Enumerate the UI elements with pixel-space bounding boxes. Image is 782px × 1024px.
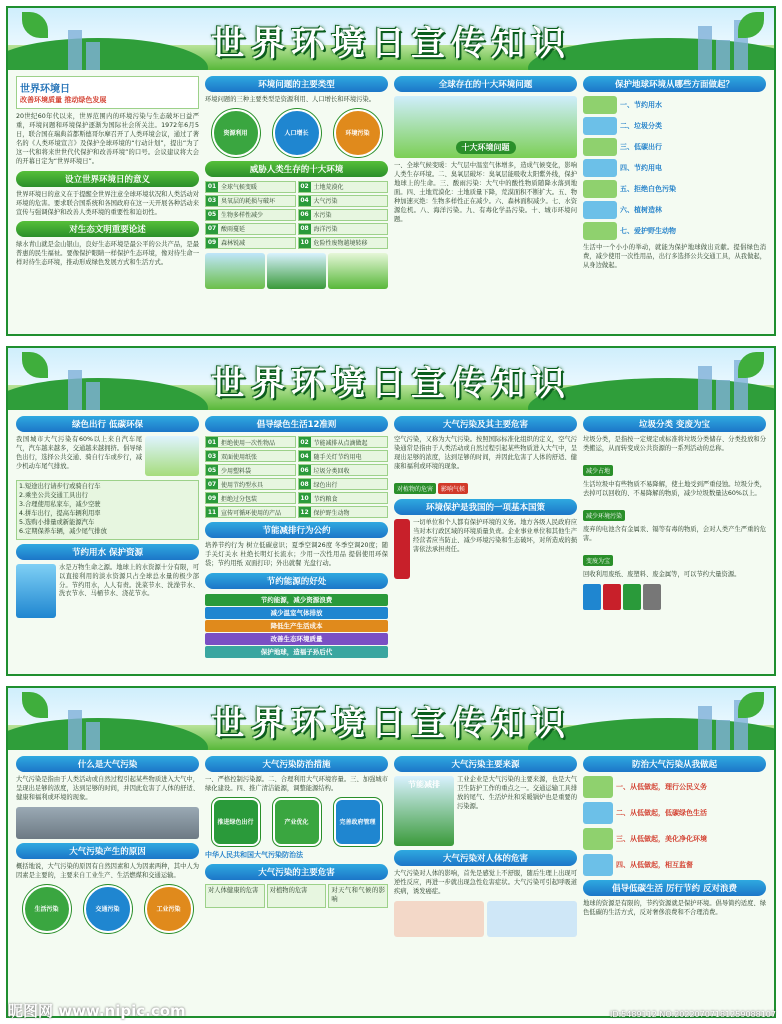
source-circle: 工业污染 (145, 885, 193, 933)
board-1 (6, 6, 776, 336)
rule-item: 02 节能减排从点滴做起 (298, 436, 389, 448)
protect-item: 五、拒绝白色污染 (583, 180, 766, 198)
green-travel-text: 我国城市大气污染有60%以上来自汽车尾气，汽车越来越多，交通越来越拥挤。倡导绿色出行，选择公共交通、骑自行车或步行，减少机动车尾气排放。 (16, 436, 142, 470)
b3-col-1 (16, 756, 199, 937)
air-law-title: 中华人民共和国大气污染防治法 (205, 850, 303, 859)
sort-text: 垃圾分类，是指按一定规定或标准将垃圾分类储存、分类投放和分类搬运，从而转变成公共资源的一系列活动的总称。 (583, 436, 766, 452)
mask-illustration (487, 901, 577, 937)
air-sub-tag: 对植物的危害 (394, 483, 436, 494)
rule-item: 11 宣传可循环使用的产品 (205, 506, 296, 518)
policy-title: 环境保护是我国的一项基本国策 (394, 499, 577, 515)
tip-item: 2.乘坐公共交通工具出行 (19, 491, 88, 499)
smog-illustration (16, 807, 199, 839)
source-circle: 生活污染 (23, 885, 71, 933)
energy-bar: 保护地球，造福子孙后代 (205, 646, 388, 658)
human-text: 大气污染对人体的影响，首先是感觉上不舒服，随后生理上出现可逆性反应，再进一步就出现急性危害症状。大气污染可引起呼吸道疾病，诱发癌症。 (394, 870, 577, 895)
energy-bars (205, 593, 388, 659)
threat-item: 05 生物多样性减少 (205, 209, 296, 221)
protect-item: 六、植树造林 (583, 201, 766, 219)
other-bin-icon (643, 584, 661, 610)
threats-title: 威胁人类生存的十大环境 (205, 161, 388, 177)
threats-grid (205, 181, 388, 249)
air-text: 空气污染，又称为大气污染。按照国际标准化组织的定义，空气污染通常是指由于人类活动或自然过程引起某些物质进入大气中，呈现出足够的浓度，达到足够的时间，并因此危害了人体的舒适、健康和福利或环境的现象。 (394, 436, 577, 470)
board-3 (6, 686, 776, 1018)
me-list (583, 776, 766, 876)
rule-item: 09 拒绝过分包装 (205, 492, 296, 504)
image-id: ID:5489112 NO:20220707181259088107 (609, 1010, 776, 1019)
b2-col-1 (16, 416, 199, 659)
threat-item: 10 危险性废物越境转移 (298, 237, 389, 249)
recyclable-bin-icon (583, 584, 601, 610)
rules-title: 倡导绿色生活12准则 (205, 416, 388, 432)
bins-illustration (583, 584, 766, 610)
tip-item: 1.短途出行请步行或骑自行车 (19, 483, 101, 490)
intro-card (16, 76, 199, 109)
lungs-illustration (394, 901, 484, 937)
tip-item: 5.选购小排量或新能源汽车 (19, 518, 95, 526)
watermark: 昵图网 www.nipic.com (8, 1002, 186, 1020)
protect-item: 七、爱护野生动物 (583, 222, 766, 240)
human-illustrations (394, 901, 577, 937)
intro-subtitle: 改善环境质量 推动绿色发展 (20, 96, 107, 104)
sort-item-text: 废弃的电池含有金属汞、镉等有毒的物质，会对人类产生严重的危害。 (583, 525, 766, 542)
b3-col-3 (394, 756, 577, 937)
eco-text: 绿水青山就是金山银山，良好生态环境是最公平的公共产品，是最普惠的民生福祉。要像保护眼睛一样保护生态环境，像对待生命一样对待生态环境，推动形成绿色发展方式和生活方式。 (16, 241, 199, 267)
energy-bar: 节约能源，减少资源浪费 (205, 594, 388, 606)
problems-text: 一、全球气候变暖：大气层中温室气体增多，造成气候变化，影响人类生存环境。二、臭氧层破坏：臭氧层能吸收太阳紫外线，保护地球上的生命。三、酸雨污染：大气中的酸性物质随降水落到地面。四、土地荒漠化：土地质量下降，荒漠面积不断扩大。五、物种加速灭绝：生物多样性正在减少。六、森林面积减少。七、水资源危机。八、海洋污染。九、有毒化学品污染。十、城市环境问题。 (394, 162, 577, 223)
protect-title: 保护地球环境从哪些方面做起？ (583, 76, 766, 92)
source-circle: 交通污染 (84, 885, 132, 933)
sort-item-text: 回收利用废纸、废塑料、废金属等，可以节约大量资源。 (583, 570, 741, 578)
energy-saving-tag: 节能减排 (408, 780, 440, 789)
prevent-hex: 产业优化 (273, 798, 321, 846)
threat-item: 09 森林锐减 (205, 237, 296, 249)
me-item: 一、从低做起，理行公民义务 (583, 776, 766, 798)
sort-label: 减少环境污染 (583, 510, 625, 521)
human-title: 大气污染对人体的危害 (394, 850, 577, 866)
energy-bar: 减少温室气体排放 (205, 607, 388, 619)
threat-item: 06 水污染 (298, 209, 389, 221)
rule-item: 06 垃圾分类回收 (298, 464, 389, 476)
harm-card: 对天气和气候的影响 (328, 884, 388, 908)
hazardous-bin-icon (603, 584, 621, 610)
rule-item: 08 绿色出行 (298, 478, 389, 490)
policy-text: 一切单位和个人都有保护环境的义务。地方各级人民政府应当对本行政区域的环境质量负责。企业事业单位和其他生产经营者应当防止、减少环境污染和生态破坏，对所造成的损害依法承担责任。 (413, 518, 577, 553)
pact-title: 节能减排行为公约 (205, 522, 388, 538)
threat-item: 08 海洋污染 (298, 223, 389, 235)
tip-item: 3.合理使用私家车，减少空驶 (19, 500, 101, 508)
eco-title: 对生态文明重要论述 (16, 221, 199, 237)
intro-text: 20世纪60年代以来，世界范围内的环境污染与生态破坏日益严重，环境问题和环境保护逐渐为国际社会所关注。1972年6月5日，联合国在瑞典首都斯德哥尔摩召开了人类环境会议，通过了著名的《人类环境宣言》及保护全球环境的“行动计划”，提出“为了这一代和将来世世代代保护和改善环境”的口号。会议建议将大会的开幕日定为“世界环境日”。 (16, 113, 199, 165)
b1-col-4 (583, 76, 766, 289)
source-title: 大气污染主要来源 (394, 756, 577, 772)
b3-col-4 (583, 756, 766, 937)
rule-item: 07 使用节约型水具 (205, 478, 296, 490)
source-text: 工业企业是大气污染的主要来源，也是大气卫生防护工作的重点之一。交通运输工具排放的尾气、生活炉灶和采暖锅炉也是重要的污染源。 (457, 776, 577, 810)
threat-item: 01 全球气候变暖 (205, 181, 296, 193)
types-title: 环境问题的主要类型 (205, 76, 388, 92)
rule-item: 04 随手关灯节约用电 (298, 450, 389, 462)
live-text: 地球的资源是有限的，节约资源就是保护环境。倡导简约适度、绿色低碳的生活方式，反对奢侈浪费和不合理消费。 (583, 900, 766, 916)
banner-2 (8, 348, 774, 410)
banner-1 (8, 8, 774, 70)
board-title: 世界环境日宣传知识 (211, 24, 571, 64)
protect-text: 生活中一个小小的举动，就能为保护地球做出贡献。提倡绿色消费，减少使用一次性用品，出行多选择公共交通工具，从我做起，从身边做起。 (583, 244, 766, 269)
problems-illustration (394, 96, 577, 158)
rule-item: 01 拒绝使用一次性物品 (205, 436, 296, 448)
harm-card: 对人体健康的危害 (205, 884, 265, 908)
intro-title: 世界环境日 (20, 84, 70, 95)
protect-item: 二、垃圾分类 (583, 117, 766, 135)
water-text: 水是万物生命之源。地球上的水资源十分有限，可以直接利用的淡水资源只占全球总水量的极少部分。节约用水，人人有责。洗菜节水、洗澡节水、洗衣节水、马桶节水、浇花节水。 (59, 563, 199, 598)
source-circles (16, 885, 199, 933)
problems-caption: 十大环境问题 (456, 141, 516, 154)
sort-label: 变废为宝 (583, 555, 613, 566)
b3-col-2 (205, 756, 388, 937)
rule-item: 12 保护野生动物 (298, 506, 389, 518)
what-title: 什么是大气污染 (16, 756, 199, 772)
tip-item: 4.拼车出行，提高车辆利用率 (19, 509, 101, 517)
prevent-text: 一、严格控制污染源。二、合理利用大气环境容量。三、加强城市绿化建设。四、推广清洁能源，调整能源结构。 (205, 776, 388, 792)
water-illustration (16, 564, 56, 618)
threats-photos (205, 253, 388, 289)
me-item: 三、从低做起，美化净化环境 (583, 828, 766, 850)
threat-item: 02 土地荒漠化 (298, 181, 389, 193)
bicycle-illustration (145, 436, 199, 476)
rule-item: 10 节约粮食 (298, 492, 389, 504)
b2-col-4 (583, 416, 766, 659)
b1-col-2 (205, 76, 388, 289)
air-title: 大气污染及其主要危害 (394, 416, 577, 432)
prevent-hex: 完善政府管理 (334, 798, 382, 846)
energy-title: 节约能源的好处 (205, 573, 388, 589)
sort-label: 减少占地 (583, 465, 613, 476)
kitchen-bin-icon (623, 584, 641, 610)
air-sub-tag: 影响气候 (438, 483, 468, 494)
harm-cards (205, 884, 388, 908)
harm-card: 对植物的危害 (267, 884, 327, 908)
types-circles (205, 109, 388, 157)
sort-item-text: 生活垃圾中有些物质不易降解，使土地受到严重侵蚀。垃圾分类，去掉可以回收的、不易降解的物质，减少垃圾数量达60%以上。 (583, 480, 766, 497)
water-title: 节约用水 保护资源 (16, 544, 199, 560)
circle-population: 人口增长 (273, 109, 321, 157)
rule-item: 03 双面使用纸张 (205, 450, 296, 462)
meaning-text: 世界环境日的意义在于提醒全世界注意全球环境状况和人类活动对环境的危害。要求联合国系统和各国政府在这一天开展各种活动来宣传与强调保护和改善人类环境的重要性和迫切性。 (16, 190, 199, 216)
meaning-title: 设立世界环境日的意义 (16, 171, 199, 187)
threat-item: 03 臭氧层的耗损与破坏 (205, 195, 296, 207)
tip-item: 6.定期保养车辆，减少尾气排放 (19, 527, 107, 535)
what-text: 大气污染是指由于人类活动或自然过程引起某些物质进入大气中，呈现出足够的浓度，达到足够的时间，并因此危害了人体的舒适、健康和福利或环境的现象。 (16, 776, 199, 801)
me-item: 四、从低做起，相互监督 (583, 854, 766, 876)
rule-item: 05 少用塑料袋 (205, 464, 296, 476)
me-item: 二、从低做起，低碳绿色生活 (583, 802, 766, 824)
b1-col-3 (394, 76, 577, 289)
protect-list (583, 96, 766, 240)
board-title: 世界环境日宣传知识 (211, 364, 571, 404)
b2-col-3 (394, 416, 577, 659)
protect-item: 一、节约用水 (583, 96, 766, 114)
harm-title: 大气污染的主要危害 (205, 864, 388, 880)
rules-grid (205, 436, 388, 518)
law-book-icon (394, 519, 410, 579)
live-title: 倡导低碳生活 厉行节约 反对浪费 (583, 880, 766, 896)
green-travel-tips (16, 480, 199, 540)
cause-title: 大气污染产生的原因 (16, 843, 199, 859)
b2-col-2 (205, 416, 388, 659)
energy-bar: 改善生态环境质量 (205, 633, 388, 645)
banner-3 (8, 688, 774, 750)
green-travel-title: 绿色出行 低碳环保 (16, 416, 199, 432)
board-2 (6, 346, 776, 676)
energy-bar: 降低生产生活成本 (205, 620, 388, 632)
threat-item: 04 大气污染 (298, 195, 389, 207)
types-text: 环境问题的三种主要类型是资源利用、人口增长和环境污染。 (205, 96, 376, 103)
problems-title: 全球存在的十大环境问题 (394, 76, 577, 92)
b1-col-1 (16, 76, 199, 289)
cause-text: 概括地说，大气污染的原因有自然因素和人为因素两种，其中人为因素是主要的，主要来自工业生产、生活燃煤和交通运输。 (16, 862, 199, 879)
sort-title: 垃圾分类 变废为宝 (583, 416, 766, 432)
circle-pollution: 环境污染 (334, 109, 382, 157)
prevent-title: 大气污染防治措施 (205, 756, 388, 772)
energy-saving-illustration (394, 776, 454, 846)
threat-item: 07 酸雨蔓延 (205, 223, 296, 235)
protect-item: 三、低碳出行 (583, 138, 766, 156)
prevent-hexes (205, 798, 388, 846)
me-title: 防治大气污染从我做起 (583, 756, 766, 772)
prevent-hex: 推进绿色出行 (212, 798, 260, 846)
board-title: 世界环境日宣传知识 (211, 704, 571, 744)
protect-item: 四、节约用电 (583, 159, 766, 177)
circle-resources: 资源利用 (212, 109, 260, 157)
pact-text: 培养节约行为 树立低碳意识；夏季空调26度 冬季空调20度；随手关灯关水 杜绝长明灯长流水；少用一次性用品 提倡使用环保袋；节约用纸 双面打印；外出就餐 光盘行动。 (205, 542, 388, 567)
